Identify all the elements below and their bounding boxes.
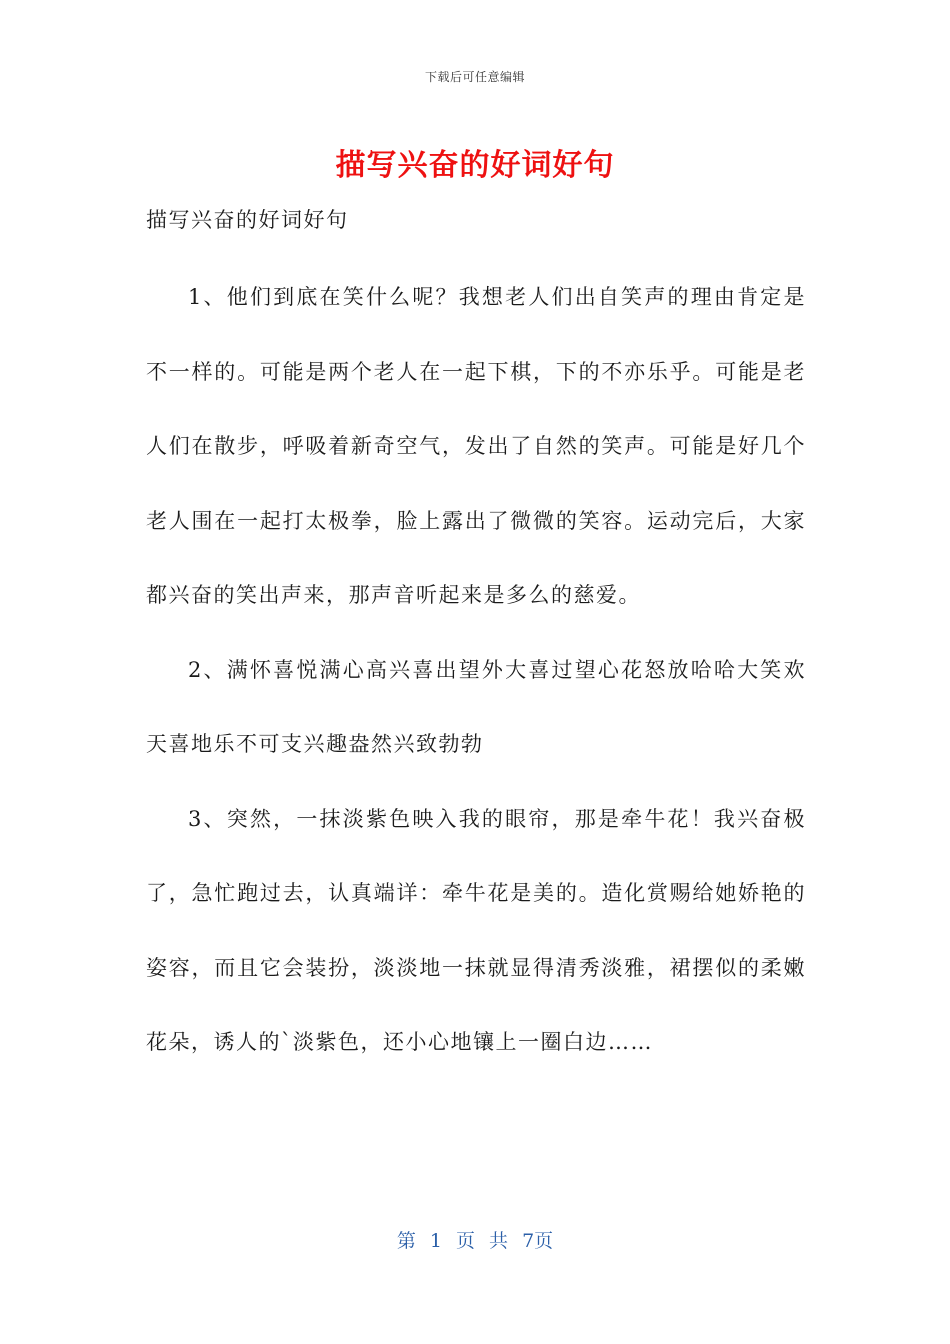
document-subtitle: 描写兴奋的好词好句 [146, 208, 349, 232]
document-title: 描写兴奋的好词好句 [335, 148, 615, 183]
page-footer: 第 1 页 共 7页 [396, 1230, 554, 1252]
paragraph-2: 2、满怀喜悦满心高兴喜出望外大喜过望心花怒放哈哈大笑欢天喜地乐不可支兴趣盎然兴致勃勃 [146, 657, 806, 756]
paragraph-1: 1、他们到底在笑什么呢？我想老人们出自笑声的理由肯定是不一样的。可能是两个老人在一起下棋，下的不亦乐乎。可能是老人们在散步，呼吸着新奇空气，发出了自然的笑声。可能是好几个老人围在一起打太极拳，脸上露出了微微的笑容。运动完后，大家都兴奋的笑出声来，那声音听起来是多么的慈爱。 [146, 285, 806, 607]
paragraph-3: 3、突然，一抹淡紫色映入我的眼帘，那是牵牛花！我兴奋极了，急忙跑过去，认真端详：牵牛花是美的。造化赏赐给她娇艳的姿容，而且它会装扮，淡淡地一抹就显得清秀淡雅，裙摆似的柔嫩花朵，诱人的`淡紫色，还小心地镶上一圈白边…… [146, 806, 806, 1054]
document-body [146, 260, 806, 1080]
header-note: 下载后可任意编辑 [424, 70, 525, 84]
